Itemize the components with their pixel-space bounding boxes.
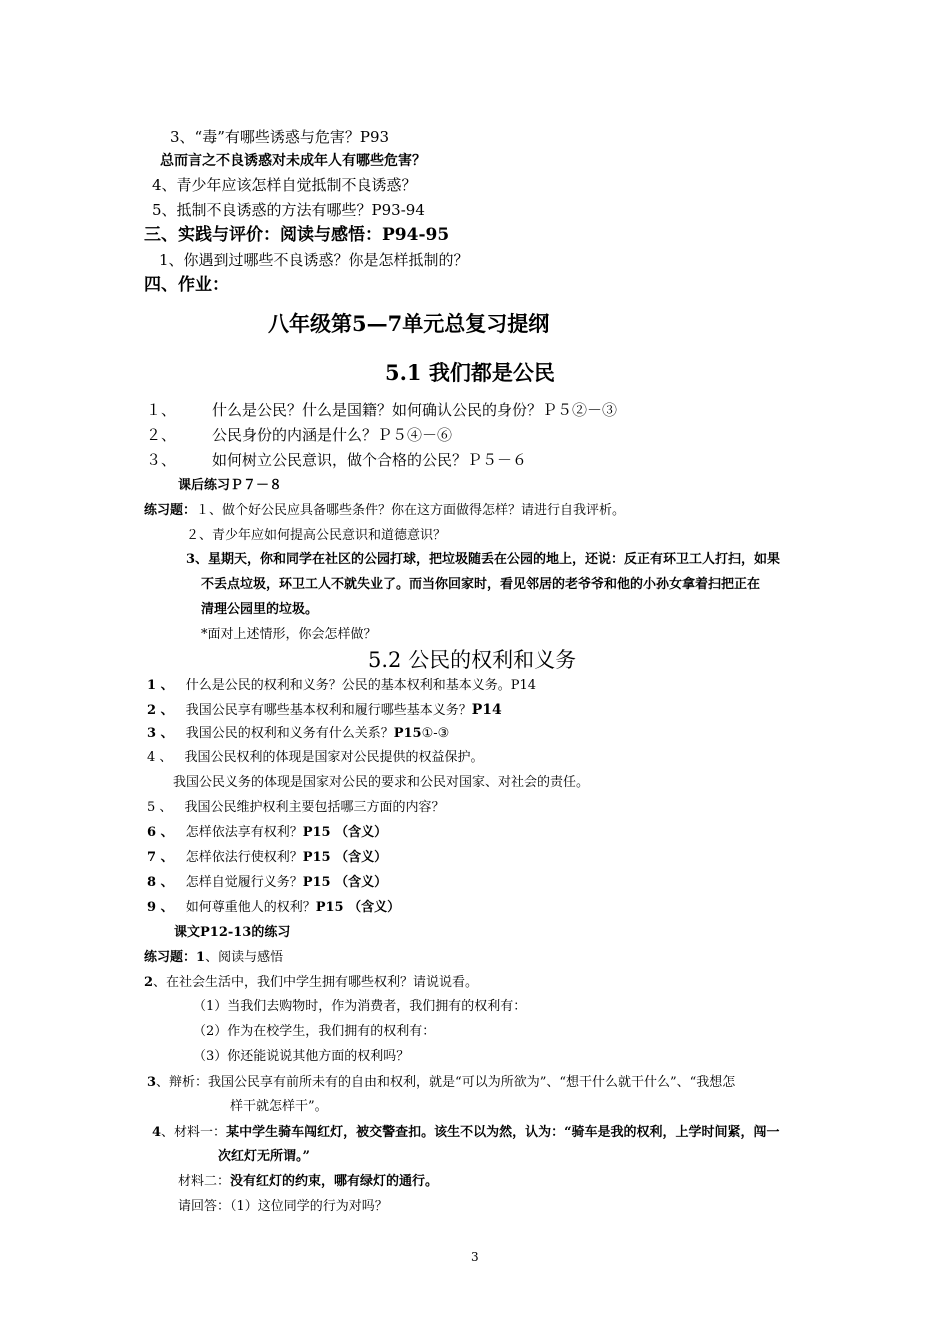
item-page-ref: P15 （含义） — [302, 875, 388, 890]
material-2-text: 没有红灯的约束，哪有绿灯的通行。 — [230, 1174, 439, 1189]
lesson-5-2-item-8 — [147, 876, 387, 889]
lesson-5-2-item-1 — [147, 679, 536, 692]
exercise-text: 、辩析：我国公民享有前所未有的自由和权利，就是“可以为所欲为”、“想干什么就干什么”、“我想怎 — [156, 1075, 736, 1090]
exercise-text: 、阅读与感悟 — [205, 950, 284, 965]
item-number: 4 、 — [147, 750, 173, 765]
exercise-2-sub-3: （3）你还能说说其他方面的权利吗？ — [193, 1049, 410, 1064]
exercise-label: 练习题： — [144, 950, 197, 965]
item-text: 我国公民维护权利主要包括哪三方面的内容？ — [184, 800, 445, 815]
lesson-5-2-heading: 5.2 公民的权利和义务 — [368, 648, 577, 672]
question-5: 5、抵制不良诱惑的方法有哪些？P93-94 — [152, 201, 425, 219]
item-text: 我国公民的权利和义务有什么关系？ — [185, 726, 394, 741]
lesson-5-2-item-2 — [147, 703, 502, 717]
lesson-5-1-item-1-number: １、 — [146, 401, 177, 419]
item-page-ref: P15 — [393, 726, 422, 741]
exercise-3-line-3: 清理公园里的垃圾。 — [201, 602, 319, 617]
item-number: 6 、 — [147, 825, 174, 840]
item-number: 3 、 — [147, 726, 174, 741]
lesson-5-1-item-3-number: ３、 — [146, 451, 177, 469]
material-2-label: 材料二： — [178, 1174, 231, 1189]
lesson-5-2-item-4 — [147, 751, 484, 764]
item-text: 我国公民权利的体现是国家对公民提供的权益保护。 — [184, 750, 484, 765]
exercise-3-line-1: 3、星期天，你和同学在社区的公园打球，把垃圾随丢在公园的地上，还说：反正有环卫工人打扫，如果 — [186, 552, 781, 567]
lesson-5-1-item-3: 如何树立公民意识，做个合格的公民？Ｐ５－６ — [212, 451, 528, 469]
after-class-practice: 课后练习Ｐ７－８ — [178, 478, 283, 493]
lesson-5-1-heading: 5.1 我们都是公民 — [385, 360, 555, 385]
section-4-heading: 四、作业： — [144, 275, 229, 295]
lesson-5-1-item-1: 什么是公民？什么是国籍？如何确认公民的身份？Ｐ５②－③ — [212, 401, 618, 419]
item-text: 怎样依法行使权利？ — [185, 850, 303, 865]
item-number: 1 、 — [147, 678, 174, 693]
item-text: 什么是公民的权利和义务？公民的基本权利和基本义务。P14 — [185, 678, 537, 693]
exercise-text: 、在社会生活中，我们中学生拥有哪些权利？请说说看。 — [153, 975, 479, 990]
lesson-5-2-item-7 — [147, 851, 387, 864]
exercise-2-sub-2: （2）作为在校学生，我们拥有的权利有： — [193, 1024, 436, 1039]
exercise-label: 练习题： — [144, 503, 197, 518]
answer-prompt: 请回答：（1）这位同学的行为对吗？ — [178, 1199, 388, 1214]
item-number: 8 、 — [147, 875, 174, 890]
exercise-2-sub-1: （1）当我们去购物时，作为消费者，我们拥有的权利有： — [193, 999, 527, 1014]
lesson-5-2-exercise-1 — [144, 951, 283, 964]
material-1-text: 某中学生骑车闯红灯，被交警查扣。该生不以为然，认为：“骑车是我的权利，上学时间紧，闯一 — [226, 1125, 780, 1140]
question-4: 4、青少年应该怎样自觉抵制不良诱惑？ — [152, 176, 417, 194]
section-3-question-1: 1、你遇到过哪些不良诱惑？你是怎样抵制的？ — [159, 251, 469, 269]
lesson-5-1-item-2-number: ２、 — [146, 426, 177, 444]
item-number: 2 、 — [147, 703, 174, 718]
summary-question: 总而言之不良诱惑对未成年人有哪些危害？ — [160, 153, 426, 169]
lesson-5-2-item-4-continued: 我国公民义务的体现是国家对公民的要求和公民对国家、对社会的责任。 — [173, 775, 590, 790]
item-page-ref: P15 （含义） — [302, 825, 388, 840]
item-text: 怎样自觉履行义务？ — [185, 875, 303, 890]
material-1-label: 、材料一： — [161, 1125, 227, 1140]
textbook-practice: 课文P12-13的练习 — [174, 925, 291, 940]
page-number: 3 — [471, 1250, 479, 1264]
item-tail: ①-③ — [421, 726, 450, 741]
exercise-2: ２、青少年应如何提高公民意识和道德意识？ — [186, 528, 447, 543]
material-2 — [178, 1175, 438, 1188]
lesson-5-2-exercise-3-line-2: 样干就怎样干”。 — [230, 1099, 328, 1114]
exercise-number: 4 — [152, 1125, 162, 1140]
lesson-5-1-exercise-line — [144, 504, 625, 517]
exercise-number: 1 — [196, 950, 206, 965]
item-text: 怎样依法享有权利？ — [185, 825, 303, 840]
lesson-5-2-item-6 — [147, 826, 387, 839]
lesson-5-2-exercise-4-line-2: 次红灯无所谓。” — [218, 1149, 310, 1164]
item-page-ref: P14 — [471, 702, 502, 718]
item-number: 7 、 — [147, 850, 174, 865]
lesson-5-2-exercise-3-line-1 — [147, 1076, 735, 1089]
exercise-3-line-2: 不丢点垃圾，环卫工人不就失业了。而当你回家时，看见邻居的老爷爷和他的小孙女拿着扫把正在 — [201, 577, 761, 592]
item-page-ref: P15 （含义） — [302, 850, 388, 865]
lesson-5-2-exercise-4-line-1 — [152, 1126, 780, 1139]
lesson-5-2-item-5 — [147, 801, 445, 814]
question-3-drugs: 3、“毒”有哪些诱惑与危害？P93 — [170, 128, 390, 146]
exercise-1: １、做个好公民应具备哪些条件？你在这方面做得怎样？请进行自我评析。 — [196, 503, 626, 518]
lesson-5-2-exercise-2 — [144, 976, 478, 989]
item-text: 如何尊重他人的权利？ — [185, 900, 316, 915]
item-page-ref: P15 （含义） — [315, 900, 401, 915]
lesson-5-2-item-3 — [147, 727, 449, 740]
exercise-number: 2 — [144, 975, 154, 990]
exercise-number: 3 — [147, 1075, 157, 1090]
item-number: 5 、 — [147, 800, 173, 815]
exercise-3-question: *面对上述情形，你会怎样做？ — [201, 627, 377, 642]
lesson-5-2-item-9 — [147, 901, 400, 914]
document-title: 八年级第5—7单元总复习提纲 — [268, 311, 550, 336]
item-number: 9 、 — [147, 900, 174, 915]
item-text: 我国公民享有哪些基本权利和履行哪些基本义务？ — [185, 703, 472, 718]
section-3-heading: 三、实践与评价：阅读与感悟：P94-95 — [144, 225, 450, 245]
lesson-5-1-item-2: 公民身份的内涵是什么？Ｐ５④－⑥ — [212, 426, 453, 444]
